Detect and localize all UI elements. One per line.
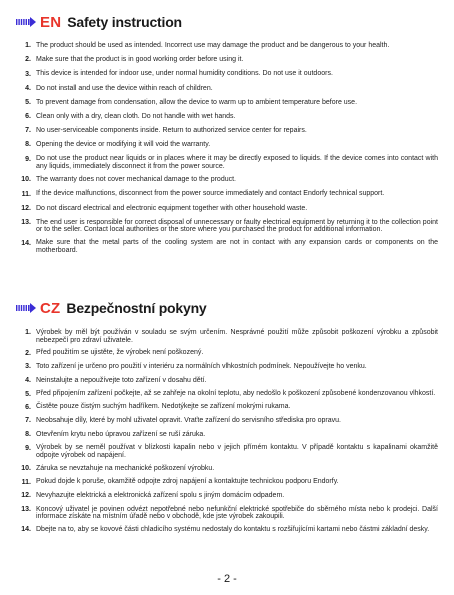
list-item (16, 478, 438, 486)
list-item (16, 176, 438, 184)
item-text: Otevřením krytu nebo úpravou zařízení se ruší záruka. (36, 430, 206, 438)
item-text: Neobsahuje díly, které by mohl uživatel opravit. Vraťte zařízení do servisního střediska pro opravu. (36, 417, 341, 425)
item-number: 3. (25, 70, 31, 78)
list-item (16, 465, 438, 473)
list-item (16, 403, 438, 411)
list-item (16, 363, 438, 371)
item-text: The warranty does not cover mechanical damage to the product. (36, 176, 236, 184)
item-number: 11. (21, 190, 31, 198)
list-item (16, 444, 438, 459)
item-text: Výrobek by se neměl používat v blízkosti kapalin nebo v jejich přímém kontaktu. V případě kontaktu s kapalinami okamžitě odpojte výrobek od napájení. (36, 444, 438, 459)
item-text: This device is intended for indoor use, under normal humidity conditions. Do not use it outdoors. (36, 70, 333, 78)
item-text: Dbejte na to, aby se kovové části chladicího systému nedostaly do kontaktu s rozšiřujícími kartami nebo částmi základní desky. (36, 526, 430, 534)
list-item (16, 431, 438, 439)
list-item (16, 155, 438, 170)
page-number: - 2 - (217, 573, 237, 585)
item-number: 2. (25, 56, 31, 64)
list-item (16, 190, 438, 198)
item-text: Make sure that the metal parts of the cooling system are not in contact with any expansion cards or components on the motherboard. (36, 239, 438, 255)
item-text: No user-serviceable components inside. Return to authorized service center for repairs. (36, 127, 307, 135)
list-item (16, 99, 438, 107)
item-number: 5. (25, 98, 31, 106)
list-item (16, 42, 438, 50)
item-text: The end user is responsible for correct disposal of unnecessary or faulty electrical equipment by returning it to the collection point or to the seller. Contact local authorities or the store where you purchased the product for additional information. (36, 218, 438, 234)
language-code: EN (40, 13, 62, 31)
item-text: Před připojením zařízení počkejte, až se zahřeje na okolní teplotu, aby nedošlo k poškození způsobené kondenzovanou vlhkostí. (36, 390, 436, 398)
item-number: 7. (25, 417, 31, 425)
item-number: 8. (25, 430, 31, 438)
list-item (16, 390, 438, 398)
list-item (16, 219, 438, 234)
item-text: To prevent damage from condensation, allow the device to warm up to ambient temperature before use. (36, 98, 358, 106)
item-text: Neinstalujte a nepoužívejte toto zařízení v dosahu dětí. (36, 376, 207, 384)
item-text: Do not use the product near liquids or in places where it may be directly exposed to liquids. If the device comes into contact with any liquids, immediately disconnect it from the power source. (36, 155, 438, 170)
item-number: 7. (25, 127, 31, 135)
item-number: 1. (25, 42, 31, 50)
list-item (16, 329, 438, 344)
list-item (16, 239, 438, 254)
item-text: Clean only with a dry, clean cloth. Do not handle with wet hands. (36, 112, 236, 120)
item-number: 4. (25, 84, 31, 92)
item-number: 4. (25, 376, 31, 384)
item-number: 9. (25, 444, 31, 452)
list-item (16, 56, 438, 64)
item-text: Do not discard electrical and electronic equipment together with other household waste. (36, 204, 308, 212)
list-item (16, 205, 438, 213)
item-text: Do not install and use the device within reach of children. (36, 84, 213, 92)
item-number: 14. (21, 526, 31, 534)
item-number: 2. (25, 349, 31, 357)
item-text: Nevyhazujte elektrická a elektronická zařízení spolu s jiným domácím odpadem. (36, 492, 285, 500)
item-number: 10. (21, 464, 31, 472)
item-number: 6. (25, 403, 31, 411)
section-en (16, 12, 438, 261)
list-item (16, 127, 438, 135)
list-item (16, 492, 438, 500)
item-text: If the device malfunctions, disconnect from the power source immediately and contact Endorfy technical support. (36, 190, 385, 198)
list-item (16, 506, 438, 521)
list-item (16, 417, 438, 425)
item-text: Čistěte pouze čistým suchým hadříkem. Nedotýkejte se zařízení mokrými rukama. (36, 403, 291, 411)
item-number: 3. (25, 363, 31, 371)
item-text: Výrobek by měl být používán v souladu se svým určením. Nesprávné použití může způsobit poškození výrobku a způsobit nebezpečí pro zdraví uživatele. (36, 329, 438, 344)
item-text: Make sure that the product is in good working order before using it. (36, 56, 244, 64)
item-number: 10. (21, 176, 31, 184)
list-item (16, 349, 438, 357)
item-number: 12. (21, 492, 31, 500)
item-number: 11. (21, 478, 31, 486)
section-title: Bezpečnostní pokyny (66, 300, 207, 316)
item-number: 9. (25, 155, 31, 163)
list-item (16, 526, 438, 534)
item-number: 6. (25, 113, 31, 121)
list-item (16, 70, 438, 78)
language-code: CZ (40, 299, 61, 317)
section-cz (16, 298, 438, 539)
striped-arrow-icon (16, 17, 36, 27)
item-number: 8. (25, 141, 31, 149)
item-text: Před použitím se ujistěte, že výrobek není poškozený. (36, 349, 204, 357)
section-header (16, 12, 438, 32)
item-number: 1. (25, 329, 31, 337)
item-text: Pokud dojde k poruše, okamžitě odpojte zdroj napájení a kontaktujte technickou podporu Endorfy. (36, 478, 339, 486)
item-text: Opening the device or modifying it will void the warranty. (36, 141, 211, 149)
instruction-list (16, 329, 438, 534)
section-title: Safety instruction (67, 14, 182, 30)
item-text: Toto zařízení je určeno pro použití v interiéru za normálních vlhkostních podmínek. Nepoužívejte ho venku. (36, 363, 367, 371)
item-number: 13. (21, 505, 31, 513)
list-item (16, 377, 438, 385)
list-item (16, 113, 438, 121)
list-item (16, 85, 438, 93)
item-text: Záruka se nevztahuje na mechanické poškození výrobku. (36, 464, 215, 472)
item-number: 12. (21, 204, 31, 212)
item-text: The product should be used as intended. Incorrect use may damage the product and be dangerous to your health. (36, 42, 390, 49)
striped-arrow-icon (16, 303, 36, 313)
item-text: Koncový uživatel je povinen odvézt nepotřebné nebo nefunkční elektrické spotřebiče do sběrného místa nebo k prodejci. Další informace získáte na místním úřadě nebo v obchodě, kde jste výrobek zakoupili. (36, 505, 438, 521)
item-number: 14. (21, 239, 31, 247)
list-item (16, 141, 438, 149)
section-header (16, 298, 438, 318)
item-number: 5. (25, 390, 31, 398)
item-number: 13. (21, 218, 31, 226)
instruction-list (16, 42, 438, 255)
